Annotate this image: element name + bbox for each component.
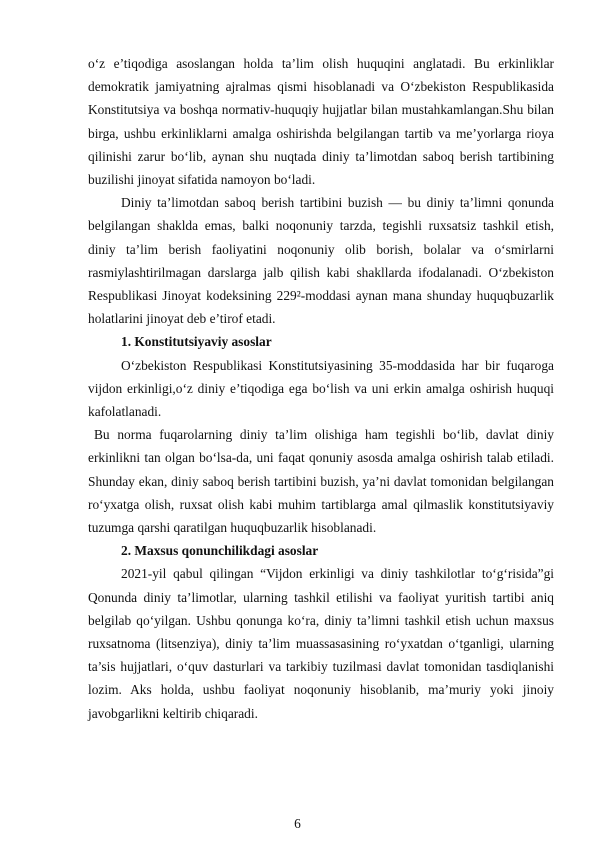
paragraph-intro-continuation: o‘z e’tiqodiga asoslangan holda ta’lim olish huquqini anglatadi. Bu erkinliklar demokratik jamiyatning ajralmas qismi hisoblanadi va O‘zbekiston Respublikasida Konstitutsiya va boshqa normativ-huquqiy hujjatlar bilan mustahkamlangan.Shu bilan birga, ushbu erkinliklarni amalga oshirishda belgilangan tartib va me’yorlarga rioya qilinishi zarur bo‘lib, aynan shu nuqtada diniy ta’limotdan saboq berish tartibining buzilishi jinoyat sifatida namoyon bo‘ladi. (88, 56, 554, 188)
paragraph-norm-explanation: Bu norma fuqarolarning diniy ta’lim olishiga ham tegishli bo‘lib, davlat diniy erkinlikni tan olgan bo‘lsa-da, uni faqat qonuniy asosda amalga oshirish talab etiladi. Shunday ekan, diniy saboq berish tartibini buzish, ya’ni davlat tomonidan belgilangan ro‘yxatga olish, ruxsat olish kabi muhim tartiblarga amal qilmaslik konstitutsiyaviy tuzumga qarshi qaratilgan huquqbuzarlik hisoblanadi. (88, 427, 554, 536)
paragraph-constitution-article: O‘zbekiston Respublikasi Konstitutsiyasining 35-moddasida har bir fuqaroga vijdon erkinligi,o‘z diniy e’tiqodiga ega bo‘lish va uni erkin amalga oshirish huquqi kafolatlanadi. (88, 357, 554, 420)
document-page (88, 52, 554, 725)
section-heading-special-legislation: 2. Maxsus qonunchilikdagi asoslar (121, 543, 319, 559)
paragraph-violation-definition: Diniy ta’limotdan saboq berish tartibini buzish — bu diniy ta’limni qonunda belgilangan shaklda emas, balki noqonuniy tarzda, tegishli ruxsatsiz tashkil etish, diniy ta’lim berish faoliyatini noqonuniy olib borish, bolalar va o‘smirlarni rasmiylashtirilmagan darslarga jalb qilish kabi shakllarda ifodalanadi. O‘zbekiston Respublikasi Jinoyat kodeksining 229²-moddasi aynan mana shunday huquqbuzarlik holatlarini jinoyat deb e’tirof etadi. (88, 195, 554, 327)
section-heading-constitutional: 1. Konstitutsiyaviy asoslar (121, 334, 272, 350)
paragraph-law-2021: 2021-yil qabul qilingan “Vijdon erkinligi va diniy tashkilotlar to‘g‘risida”gi Qonunda diniy ta’limotlar, ularning tashkil etilishi va faoliyat yuritish tartibi aniq belgilab qo‘yilgan. Ushbu qonunga ko‘ra, diniy ta’limni tashkil etish uchun maxsus ruxsatnoma (litsenziya), diniy ta’lim muassasasining ro‘yxatdan o‘tganligi, ularning ta’sis hujjatlari, o‘quv dasturlari va tarkibiy tuzilmasi davlat tomonidan tasdiqlanishi lozim. Aks holda, ushbu faoliyat noqonuniy hisoblanib, ma’muriy yoki jinoiy javobgarlikni keltirib chiqaradi. (88, 566, 554, 721)
page-number: 6 (294, 816, 301, 831)
